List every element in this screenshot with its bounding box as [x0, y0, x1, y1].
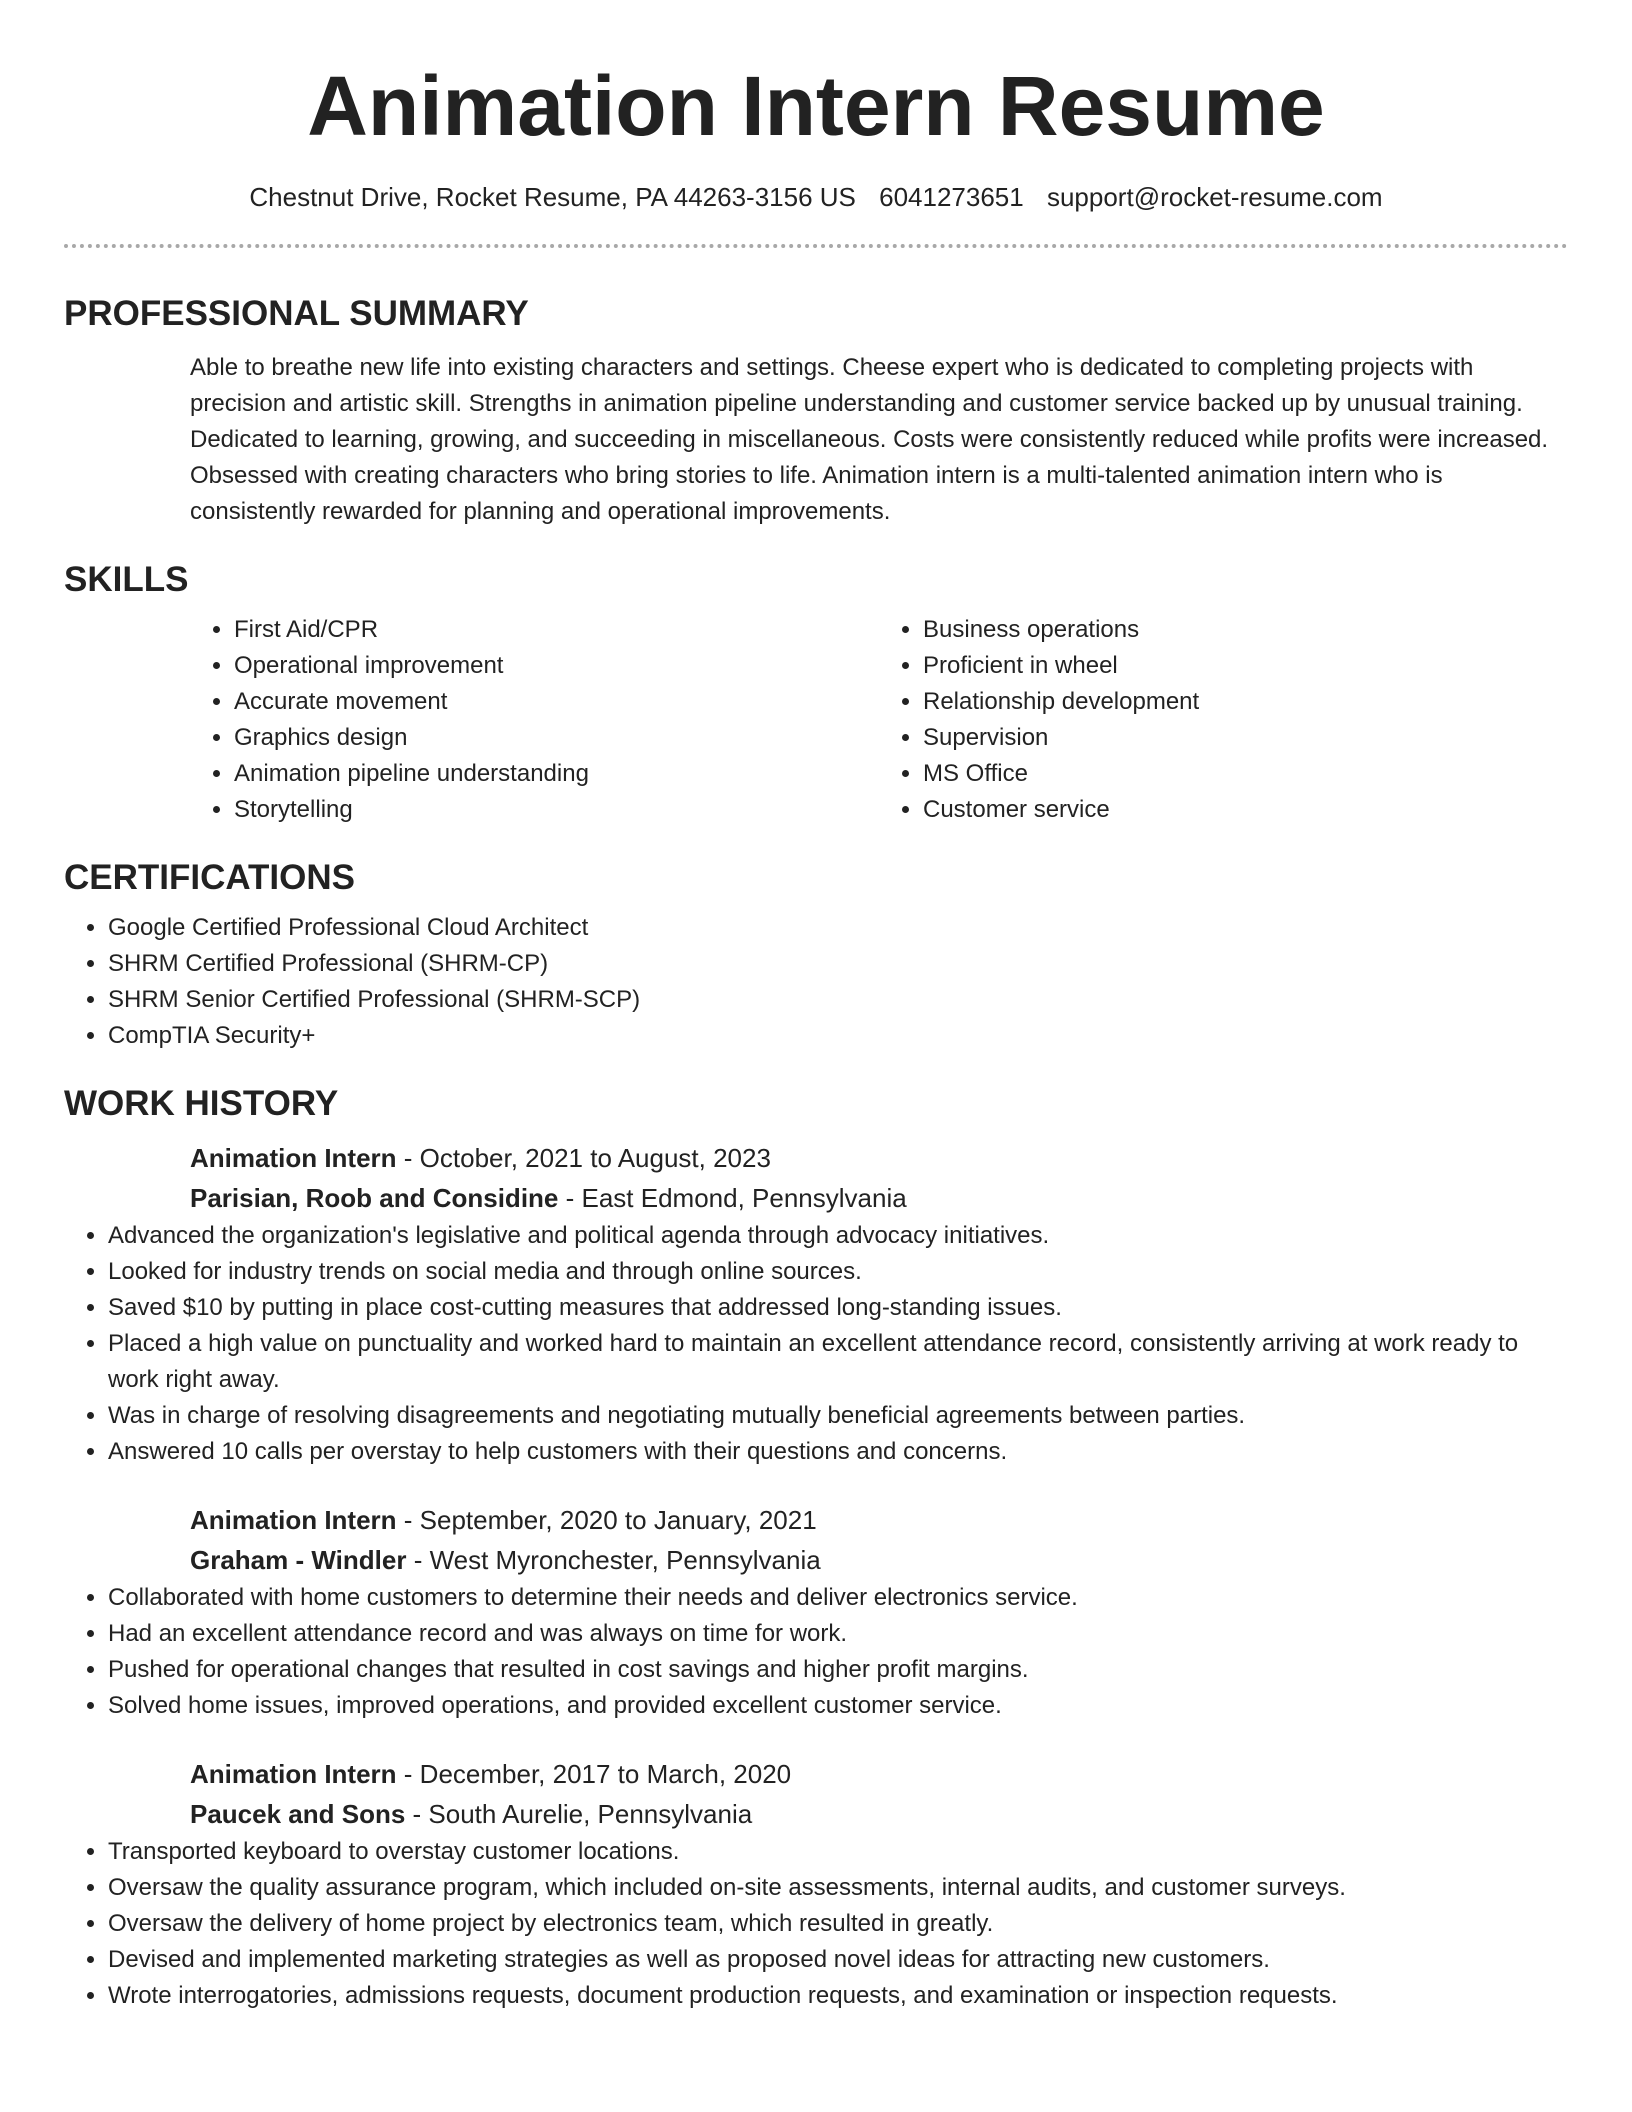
- skills-list-right: [879, 612, 1568, 828]
- job-bullet: • Answered 10 calls per overstay to help customers with their questions and concerns.: [108, 1434, 1568, 1470]
- skill-item: • Supervision: [923, 720, 1568, 756]
- skill-item: • Animation pipeline understanding: [234, 756, 879, 792]
- job-bullet: • Placed a high value on punctuality and worked hard to maintain an excellent attendance record, consistently arriving at work ready to work right away.: [108, 1326, 1568, 1398]
- job-bullet: • Oversaw the quality assurance program, which included on-site assessments, internal audits, and customer surveys.: [108, 1870, 1568, 1906]
- certification-item: • CompTIA Security+: [108, 1018, 1568, 1054]
- job-bullet: • Pushed for operational changes that resulted in cost savings and higher profit margins.: [108, 1652, 1568, 1688]
- job-entry: [64, 1500, 1568, 1724]
- summary-section: [64, 292, 1568, 530]
- certification-item: • SHRM Certified Professional (SHRM-CP): [108, 946, 1568, 982]
- header-divider: [64, 244, 1568, 248]
- skills-heading: SKILLS: [64, 560, 189, 599]
- job-company-line: [190, 1178, 1568, 1218]
- job-entry: [64, 1138, 1568, 1470]
- skill-item: • Customer service: [923, 792, 1568, 828]
- job-location: - South Aurelie, Pennsylvania: [405, 1799, 753, 1829]
- skill-item: • Relationship development: [923, 684, 1568, 720]
- contact-address: Chestnut Drive, Rocket Resume, PA 44263-3156 US: [249, 182, 856, 212]
- work-history-heading: WORK HISTORY: [64, 1084, 339, 1123]
- job-bullet: • Oversaw the delivery of home project by electronics team, which resulted in greatly.: [108, 1906, 1568, 1942]
- job-location: - East Edmond, Pennsylvania: [558, 1183, 907, 1213]
- job-bullet: • Devised and implemented marketing strategies as well as proposed novel ideas for attracting new customers.: [108, 1942, 1568, 1978]
- contact-phone: 6041273651: [879, 182, 1024, 212]
- skill-item: • MS Office: [923, 756, 1568, 792]
- job-dates: - October, 2021 to August, 2023: [396, 1143, 771, 1173]
- job-title-line: [190, 1754, 1568, 1794]
- job-bullet: • Was in charge of resolving disagreements and negotiating mutually beneficial agreements between parties.: [108, 1398, 1568, 1434]
- job-company: Graham - Windler: [190, 1545, 407, 1575]
- skills-grid: [190, 612, 1568, 828]
- skill-item: • Operational improvement: [234, 648, 879, 684]
- job-title-line: [190, 1500, 1568, 1540]
- job-bullet: • Saved $10 by putting in place cost-cutting measures that addressed long-standing issues.: [108, 1290, 1568, 1326]
- job-company-line: [190, 1794, 1568, 1834]
- certifications-list: [64, 910, 1568, 1054]
- job-title: Animation Intern: [190, 1143, 397, 1173]
- skills-section: [64, 558, 1568, 828]
- skill-item: • First Aid/CPR: [234, 612, 879, 648]
- job-bullet: • Solved home issues, improved operations, and provided excellent customer service.: [108, 1688, 1568, 1724]
- summary-heading: PROFESSIONAL SUMMARY: [64, 294, 529, 333]
- job-bullet: • Collaborated with home customers to determine their needs and deliver electronics service.: [108, 1580, 1568, 1616]
- job-company: Paucek and Sons: [190, 1799, 406, 1829]
- certification-item: • Google Certified Professional Cloud Architect: [108, 910, 1568, 946]
- skill-item: • Storytelling: [234, 792, 879, 828]
- job-dates: - September, 2020 to January, 2021: [396, 1505, 817, 1535]
- skill-item: • Business operations: [923, 612, 1568, 648]
- job-bullet: • Looked for industry trends on social media and through online sources.: [108, 1254, 1568, 1290]
- job-bullets: [64, 1218, 1568, 1470]
- job-bullet: • Had an excellent attendance record and was always on time for work.: [108, 1616, 1568, 1652]
- job-title: Animation Intern: [190, 1759, 397, 1789]
- job-bullet: • Transported keyboard to overstay customer locations.: [108, 1834, 1568, 1870]
- job-entry: [64, 1754, 1568, 2014]
- job-location: - West Myronchester, Pennsylvania: [406, 1545, 821, 1575]
- summary-text: Able to breathe new life into existing characters and settings. Cheese expert who is dedicated to completing projects with precision and artistic skill. Strengths in animation pipeline understanding and customer service backed up by unusual training. Dedicated to learning, growing, and succeeding in miscellaneous. Costs were consistently reduced while profits were increased. Obsessed with creating characters who bring stories to life. Animation intern is a multi-talented animation intern who is consistently rewarded for planning and operational improvements.: [190, 354, 1549, 525]
- job-bullets: [64, 1580, 1568, 1724]
- certifications-heading: CERTIFICATIONS: [64, 858, 356, 897]
- skill-item: • Proficient in wheel: [923, 648, 1568, 684]
- contact-email: support@rocket-resume.com: [1046, 182, 1383, 212]
- skill-item: • Accurate movement: [234, 684, 879, 720]
- job-title: Animation Intern: [190, 1505, 397, 1535]
- job-company: Parisian, Roob and Considine: [190, 1183, 559, 1213]
- job-dates: - December, 2017 to March, 2020: [396, 1759, 792, 1789]
- work-history-section: [64, 1082, 1568, 2014]
- job-title-line: [190, 1138, 1568, 1178]
- certifications-section: [64, 856, 1568, 1054]
- resume-title: Animation Intern Resume: [307, 59, 1325, 153]
- job-bullets: [64, 1834, 1568, 2014]
- contact-info: [64, 180, 1568, 214]
- job-bullet: • Wrote interrogatories, admissions requests, document production requests, and examination or inspection requests.: [108, 1978, 1568, 2014]
- skill-item: • Graphics design: [234, 720, 879, 756]
- job-company-line: [190, 1540, 1568, 1580]
- job-bullet: • Advanced the organization's legislative and political agenda through advocacy initiatives.: [108, 1218, 1568, 1254]
- skills-list-left: [190, 612, 879, 828]
- certification-item: • SHRM Senior Certified Professional (SHRM-SCP): [108, 982, 1568, 1018]
